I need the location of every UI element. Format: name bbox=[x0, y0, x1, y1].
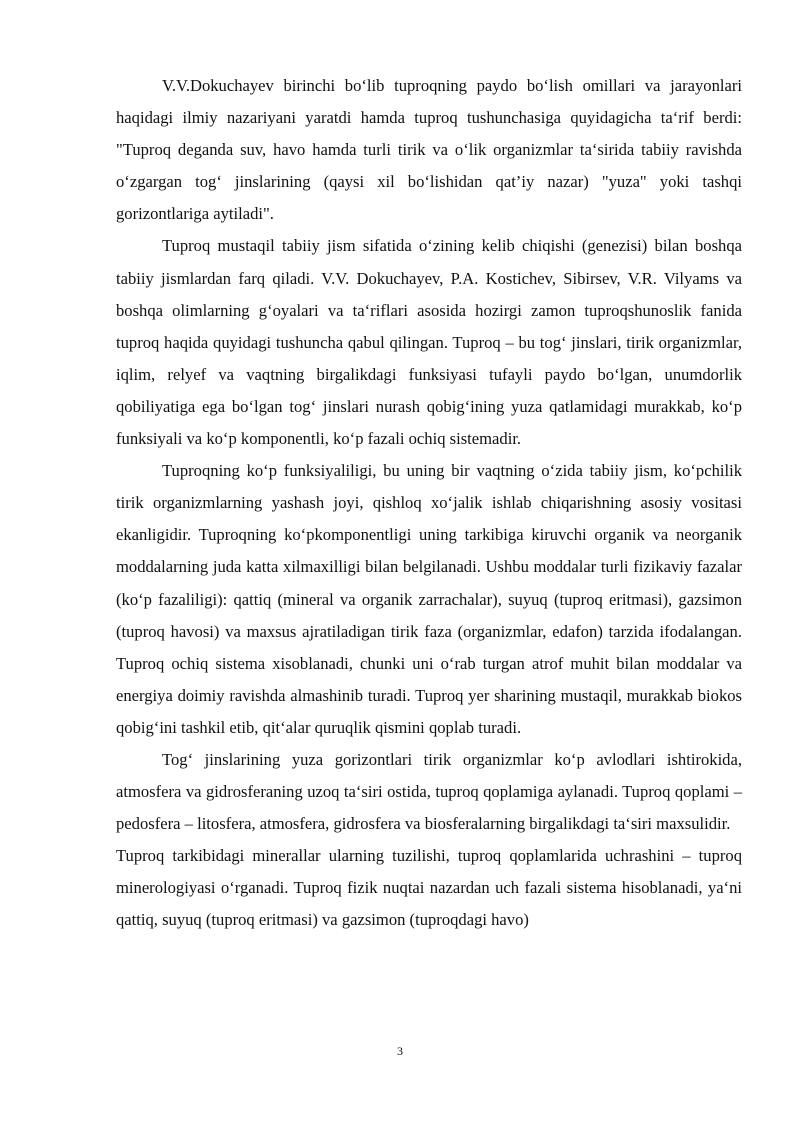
paragraph-soil-concept: Tuproq mustaqil tabiiy jism sifatida o‘zining kelib chiqishi (genezisi) bilan boshqa tabiiy jismlardan farq qiladi. V.V. Dokuchayev, P.A. Kostichev, Sibirsev, V.R. Vilyams va boshqa olimlarning g‘oyalari va ta‘riflari asosida hozirgi zamon tuproqshunoslik fanida tuproq haqida quyidagi tushuncha qabul qilingan. Tuproq – bu tog‘ jinslari, tirik organizmlar, iqlim, relyef va vaqtning birgalikdagi funksiyasi tufayli paydo bo‘lgan, unumdorlik qobiliyatiga ega bo‘lgan tog‘ jinslari nurash qobig‘ining yuza qatlamidagi murakkab, ko‘p funksiyali va ko‘p komponentli, ko‘p fazali ochiq sistemadir. bbox=[116, 236, 742, 449]
document-body bbox=[116, 70, 742, 937]
paragraph-multifunctionality: Tuproqning ko‘p funksiyaliligi, bu uning bir vaqtning o‘zida tabiiy jism, ko‘pchilik tirik organizmlarning yashash joyi, qishloq xo‘jalik ishlab chiqarishning asosiy vositasi ekanligidir. Tuproqning ko‘pkomponentligi uning tarkibiga kiruvchi organik va neorganik moddalarning juda katta xilmaxilligi bilan belgilanadi. Ushbu moddalar turli fizikaviy fazalar (ko‘p fazaliligi): qattiq (mineral va organik zarrachalar), suyuq (tuproq eritmasi), gazsimon (tuproq havosi) va maxsus ajratiladigan tirik faza (organizmlar, edafon) tarzida ifodalangan. Tuproq ochiq sistema xisoblanadi, chunki uni o‘rab turgan atrof muhit bilan moddalar va energiya doimiy ravishda almashinib turadi. Tuproq yer sharining mustaqil, murakkab biokos qobig‘ini tashkil etib, qit‘alar quruqlik qismini qoplab turadi. bbox=[116, 461, 742, 737]
paragraph-dokuchayev-definition: V.V.Dokuchayev birinchi bo‘lib tuproqning paydo bo‘lish omillari va jarayonlari haqidagi ilmiy nazariyani yaratdi hamda tuproq tushunchasiga quyidagicha ta‘rif berdi: "Tuproq deganda suv, havo hamda turli tirik va o‘lik organizmlar ta‘sirida tabiiy ravishda o‘zgargan tog‘ jinslarining (qaysi xil bo‘lishidan qat’iy nazar) "yuza" yoki tashqi gorizontlariga aytiladi". bbox=[116, 76, 742, 224]
paragraph-pedosphere: Tog‘ jinslarining yuza gorizontlari tirik organizmlar ko‘p avlodlari ishtirokida, atmosfera va gidrosferaning uzoq ta‘siri ostida, tuproq qoplamiga aylanadi. Tuproq qoplami – pedosfera – litosfera, atmosfera, gidrosfera va biosferalarning birgalikdagi ta‘siri maxsulidir. bbox=[116, 749, 742, 834]
paragraph-soil-mineralogy: Tuproq tarkibidagi minerallar ularning tuzilishi, tuproq qoplamlarida uchrashini – tuproq minerologiyasi o‘rganadi. Tuproq fizik nuqtai nazardan uch fazali sistema hisoblanadi, ya‘ni qattiq, suyuq (tuproq eritmasi) va gazsimon (tuproqdagi havo) bbox=[116, 846, 742, 930]
page-number: 3 bbox=[397, 1044, 403, 1058]
